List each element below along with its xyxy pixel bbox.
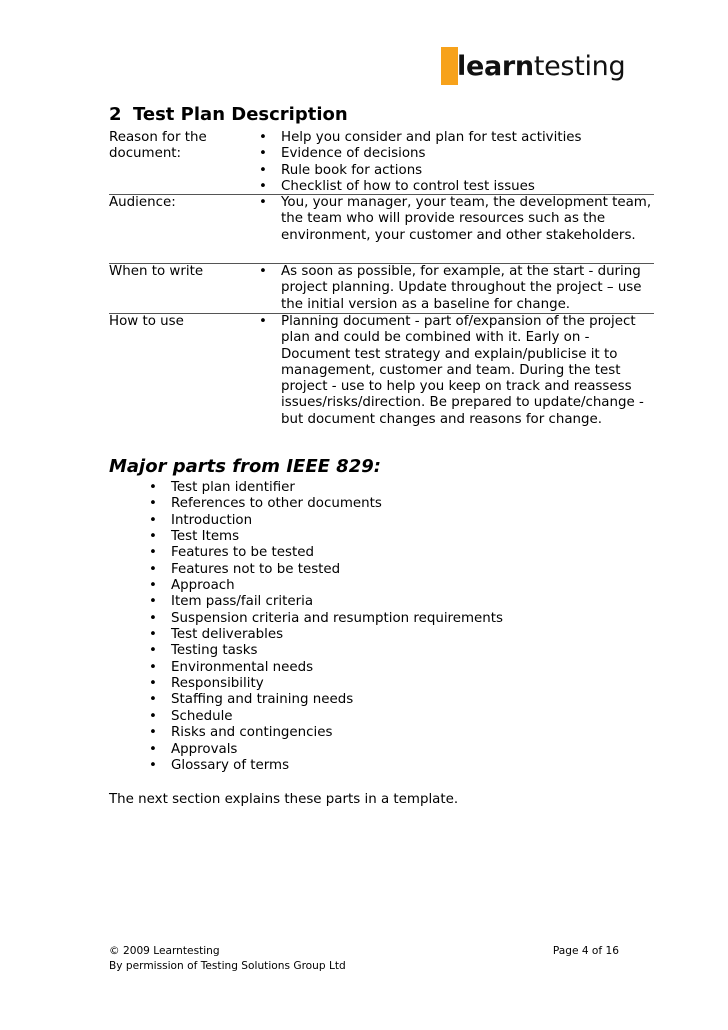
list-item: • Approvals [149,742,503,758]
logo-text [457,50,626,82]
list-item: • Test plan identifier [149,480,503,496]
logo-testing: testing [533,50,626,82]
list-item: • Risks and contingencies [149,725,503,741]
list-item: • Staffing and training needs [149,692,503,708]
test-plan-table [109,130,654,435]
list-item: • References to other documents [149,496,503,512]
list-item: • Test deliverables [149,627,503,643]
list-item: • Evidence of decisions [259,146,654,162]
list-item: • Checklist of how to control test issues [259,179,654,195]
list-item: • Item pass/fail criteria [149,594,503,610]
list-item: • Schedule [149,709,503,725]
closing-text: The next section explains these parts in a template. [109,792,459,807]
section-heading [109,104,348,125]
logo-learn: learn [457,50,534,82]
row-items [259,264,654,312]
list-item: • Help you consider and plan for test activities [259,130,654,146]
row-label: Audience: [109,195,176,210]
row-items [259,314,654,434]
table-row-how-to-use [109,314,654,435]
footer-permission: By permission of Testing Solutions Group Ltd [109,960,346,972]
page-footer [109,944,619,974]
list-item: • Test Items [149,529,503,545]
learntesting-logo [441,46,625,86]
row-items [259,195,654,262]
logo-bar [441,47,458,85]
row-label: When to write [109,264,204,279]
list-item: • Rule book for actions [259,163,654,179]
row-items [259,130,654,193]
row-label: How to use [109,314,184,329]
table-row-when-to-write [109,264,654,314]
list-item: • As soon as possible, for example, at the start - during project planning. Update throughout the project – use the initial version as a baseline for change. [259,264,654,313]
list-item: • Approach [149,578,503,594]
list-item: • You, your manager, your team, the development team, the team who will provide resources such as the environment, your customer and other stakeholders. [259,195,654,244]
footer-line [109,944,619,959]
row-label: Reason for the document: [109,130,207,162]
list-item: • Testing tasks [149,643,503,659]
list-item: • Suspension criteria and resumption requirements [149,611,503,627]
footer-copyright: © 2009 Learntesting [109,945,220,957]
list-item: • Features to be tested [149,545,503,561]
major-parts-list [149,480,503,774]
list-item: • Environmental needs [149,660,503,676]
footer-page-number: Page 4 of 16 [552,945,619,957]
list-item: • Introduction [149,513,503,529]
list-item: • Features not to be tested [149,562,503,578]
list-item: • Planning document - part of/expansion of the project plan and could be combined with it. Early on - Document test strategy and explain/publicise it to management, customer and team. During the test project - use to help you keep on track and reassess issues/risks/direction. Be prepared to update/change - but document changes and reasons for change. [259,314,654,428]
table-row-reason [109,130,654,195]
list-item: • Responsibility [149,676,503,692]
section-title: Test Plan Description [133,104,348,125]
section-number: 2 [109,104,122,125]
list-item: • Glossary of terms [149,758,503,774]
table-row-audience [109,195,654,264]
major-parts-title: Major parts from IEEE 829: [109,456,381,477]
